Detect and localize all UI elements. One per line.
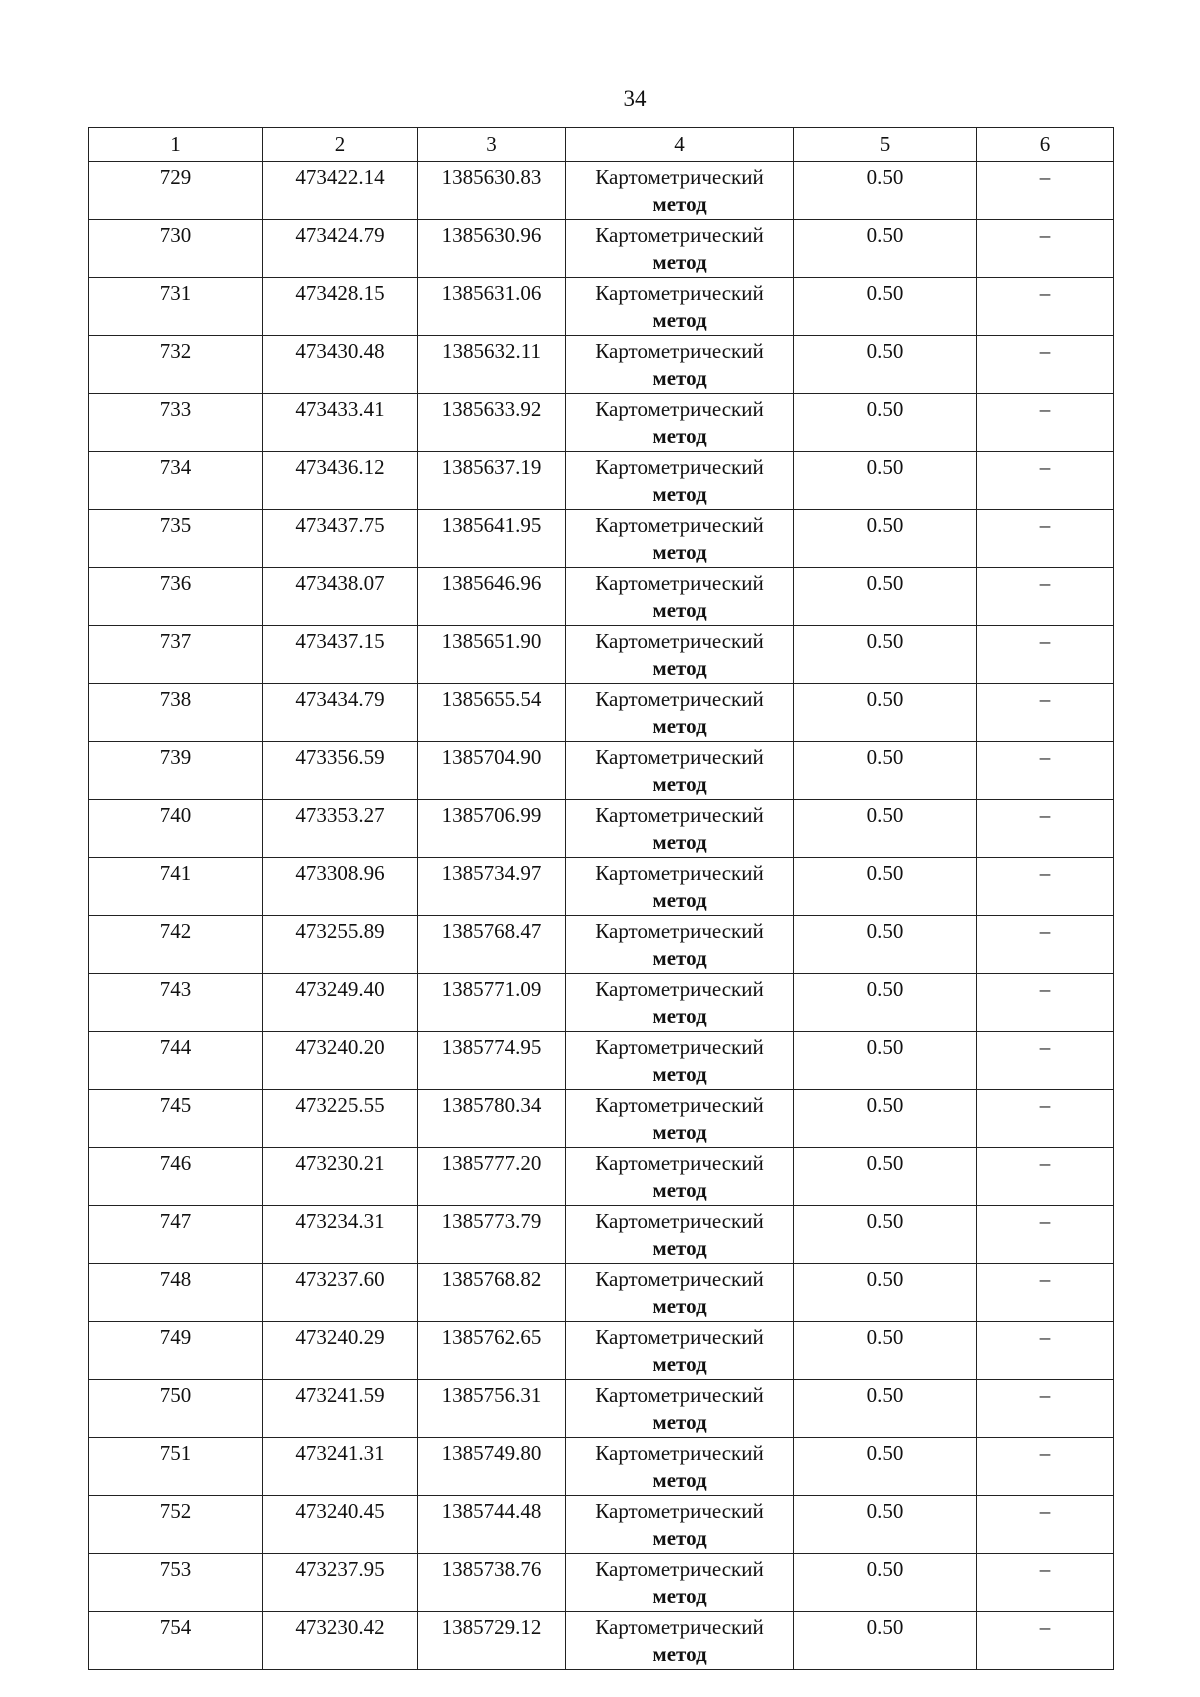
method-text-line2: метод [652,598,707,622]
method-text-line1: Картометрический [595,1151,764,1175]
method-text-line1: Картометрический [595,977,764,1001]
table-row [89,1206,1114,1264]
x-coordinate-cell: 473430.48 [263,336,418,394]
method-text-line1: Картометрический [595,223,764,247]
table-header [89,128,1114,162]
method-text-line1: Картометрический [595,165,764,189]
y-coordinate-cell: 1385630.83 [418,162,566,220]
table-row [89,1090,1114,1148]
point-number-cell: 741 [89,858,263,916]
y-coordinate-cell: 1385738.76 [418,1554,566,1612]
point-number-cell: 739 [89,742,263,800]
y-coordinate-cell: 1385780.34 [418,1090,566,1148]
accuracy-cell: 0.50 [794,626,977,684]
note-cell: – [977,220,1114,278]
note-cell: – [977,1612,1114,1670]
x-coordinate-cell: 473428.15 [263,278,418,336]
method-text-line1: Картометрический [595,919,764,943]
table-row [89,1322,1114,1380]
method-text-line1: Картометрический [595,339,764,363]
point-number-cell: 743 [89,974,263,1032]
y-coordinate-cell: 1385706.99 [418,800,566,858]
method-text-line2: метод [652,714,707,738]
table-row [89,974,1114,1032]
x-coordinate-cell: 473437.15 [263,626,418,684]
method-text-line1: Картометрический [595,803,764,827]
method-text-line1: Картометрический [595,1267,764,1291]
column-header-5: 5 [794,128,977,162]
method-text-line2: метод [652,482,707,506]
method-cell [566,278,794,336]
method-cell [566,162,794,220]
table-row [89,858,1114,916]
method-text-line2: метод [652,192,707,216]
table-row [89,800,1114,858]
note-cell: – [977,1322,1114,1380]
method-cell [566,1612,794,1670]
method-cell [566,1206,794,1264]
note-cell: – [977,1380,1114,1438]
y-coordinate-cell: 1385734.97 [418,858,566,916]
column-header-3: 3 [418,128,566,162]
method-cell [566,394,794,452]
method-text-line2: метод [652,540,707,564]
table-body [89,162,1114,1670]
x-coordinate-cell: 473240.20 [263,1032,418,1090]
table-row [89,1496,1114,1554]
table-row [89,1264,1114,1322]
point-number-cell: 729 [89,162,263,220]
method-cell [566,452,794,510]
accuracy-cell: 0.50 [794,452,977,510]
table-row [89,742,1114,800]
method-cell [566,1496,794,1554]
x-coordinate-cell: 473437.75 [263,510,418,568]
method-cell [566,1322,794,1380]
method-text-line1: Картометрический [595,281,764,305]
method-text-line2: метод [652,1294,707,1318]
method-cell [566,974,794,1032]
accuracy-cell: 0.50 [794,742,977,800]
method-text-line2: метод [652,1526,707,1550]
point-number-cell: 730 [89,220,263,278]
method-cell [566,916,794,974]
method-text-line2: метод [652,250,707,274]
table-row [89,1148,1114,1206]
accuracy-cell: 0.50 [794,916,977,974]
table-row [89,162,1114,220]
point-number-cell: 750 [89,1380,263,1438]
method-text-line1: Картометрический [595,861,764,885]
x-coordinate-cell: 473436.12 [263,452,418,510]
x-coordinate-cell: 473230.21 [263,1148,418,1206]
method-text-line2: метод [652,1468,707,1492]
point-number-cell: 753 [89,1554,263,1612]
note-cell: – [977,1206,1114,1264]
y-coordinate-cell: 1385749.80 [418,1438,566,1496]
column-header-4: 4 [566,128,794,162]
y-coordinate-cell: 1385655.54 [418,684,566,742]
method-text-line2: метод [652,830,707,854]
accuracy-cell: 0.50 [794,684,977,742]
point-number-cell: 736 [89,568,263,626]
x-coordinate-cell: 473438.07 [263,568,418,626]
note-cell: – [977,1496,1114,1554]
method-text-line1: Картометрический [595,1209,764,1233]
y-coordinate-cell: 1385744.48 [418,1496,566,1554]
column-header-6: 6 [977,128,1114,162]
note-cell: – [977,1090,1114,1148]
accuracy-cell: 0.50 [794,974,977,1032]
method-cell [566,1090,794,1148]
note-cell: – [977,394,1114,452]
column-header-2: 2 [263,128,418,162]
note-cell: – [977,162,1114,220]
accuracy-cell: 0.50 [794,510,977,568]
method-cell [566,336,794,394]
table-row [89,336,1114,394]
y-coordinate-cell: 1385777.20 [418,1148,566,1206]
method-text-line2: метод [652,1642,707,1666]
x-coordinate-cell: 473255.89 [263,916,418,974]
point-number-cell: 744 [89,1032,263,1090]
accuracy-cell: 0.50 [794,1264,977,1322]
page-number: 34 [623,86,647,111]
note-cell: – [977,742,1114,800]
note-cell: – [977,974,1114,1032]
table-row [89,1612,1114,1670]
accuracy-cell: 0.50 [794,220,977,278]
point-number-cell: 748 [89,1264,263,1322]
note-cell: – [977,626,1114,684]
accuracy-cell: 0.50 [794,1496,977,1554]
accuracy-cell: 0.50 [794,394,977,452]
point-number-cell: 735 [89,510,263,568]
y-coordinate-cell: 1385771.09 [418,974,566,1032]
x-coordinate-cell: 473424.79 [263,220,418,278]
method-text-line1: Картометрический [595,571,764,595]
y-coordinate-cell: 1385762.65 [418,1322,566,1380]
accuracy-cell: 0.50 [794,1148,977,1206]
note-cell: – [977,916,1114,974]
note-cell: – [977,800,1114,858]
method-cell [566,1554,794,1612]
point-number-cell: 740 [89,800,263,858]
x-coordinate-cell: 473422.14 [263,162,418,220]
table-row [89,1554,1114,1612]
method-cell [566,1438,794,1496]
method-text-line2: метод [652,1410,707,1434]
accuracy-cell: 0.50 [794,1612,977,1670]
point-number-cell: 733 [89,394,263,452]
point-number-cell: 731 [89,278,263,336]
y-coordinate-cell: 1385641.95 [418,510,566,568]
method-cell [566,1032,794,1090]
note-cell: – [977,510,1114,568]
accuracy-cell: 0.50 [794,1554,977,1612]
method-text-line1: Картометрический [595,513,764,537]
table-row [89,568,1114,626]
accuracy-cell: 0.50 [794,858,977,916]
y-coordinate-cell: 1385768.47 [418,916,566,974]
y-coordinate-cell: 1385774.95 [418,1032,566,1090]
x-coordinate-cell: 473241.59 [263,1380,418,1438]
point-number-cell: 751 [89,1438,263,1496]
table-row [89,394,1114,452]
point-number-cell: 752 [89,1496,263,1554]
accuracy-cell: 0.50 [794,336,977,394]
method-cell [566,742,794,800]
method-text-line2: метод [652,888,707,912]
note-cell: – [977,452,1114,510]
note-cell: – [977,336,1114,394]
y-coordinate-cell: 1385773.79 [418,1206,566,1264]
note-cell: – [977,684,1114,742]
x-coordinate-cell: 473225.55 [263,1090,418,1148]
y-coordinate-cell: 1385646.96 [418,568,566,626]
note-cell: – [977,1148,1114,1206]
method-text-line1: Картометрический [595,1615,764,1639]
note-cell: – [977,1554,1114,1612]
point-number-cell: 742 [89,916,263,974]
x-coordinate-cell: 473240.29 [263,1322,418,1380]
method-text-line2: метод [652,366,707,390]
y-coordinate-cell: 1385631.06 [418,278,566,336]
method-text-line1: Картометрический [595,1499,764,1523]
y-coordinate-cell: 1385637.19 [418,452,566,510]
note-cell: – [977,858,1114,916]
method-text-line1: Картометрический [595,1325,764,1349]
point-number-cell: 747 [89,1206,263,1264]
x-coordinate-cell: 473356.59 [263,742,418,800]
y-coordinate-cell: 1385632.11 [418,336,566,394]
accuracy-cell: 0.50 [794,1032,977,1090]
x-coordinate-cell: 473353.27 [263,800,418,858]
method-cell [566,1380,794,1438]
method-text-line2: метод [652,1062,707,1086]
method-text-line1: Картометрический [595,1093,764,1117]
y-coordinate-cell: 1385768.82 [418,1264,566,1322]
note-cell: – [977,568,1114,626]
point-number-cell: 738 [89,684,263,742]
column-header-1: 1 [89,128,263,162]
note-cell: – [977,1438,1114,1496]
point-number-cell: 734 [89,452,263,510]
method-text-line2: метод [652,1236,707,1260]
point-number-cell: 745 [89,1090,263,1148]
x-coordinate-cell: 473434.79 [263,684,418,742]
y-coordinate-cell: 1385756.31 [418,1380,566,1438]
point-number-cell: 754 [89,1612,263,1670]
x-coordinate-cell: 473234.31 [263,1206,418,1264]
method-text-line1: Картометрический [595,1035,764,1059]
accuracy-cell: 0.50 [794,1438,977,1496]
point-number-cell: 732 [89,336,263,394]
table-row [89,220,1114,278]
table-row [89,510,1114,568]
table-row [89,1380,1114,1438]
table-row [89,452,1114,510]
table-row [89,916,1114,974]
accuracy-cell: 0.50 [794,278,977,336]
coordinates-table [88,127,1114,1670]
x-coordinate-cell: 473237.60 [263,1264,418,1322]
method-text-line2: метод [652,772,707,796]
table-row [89,1032,1114,1090]
method-cell [566,858,794,916]
x-coordinate-cell: 473433.41 [263,394,418,452]
method-text-line2: метод [652,1352,707,1376]
method-text-line1: Картометрический [595,1383,764,1407]
method-text-line2: метод [652,946,707,970]
x-coordinate-cell: 473241.31 [263,1438,418,1496]
x-coordinate-cell: 473249.40 [263,974,418,1032]
y-coordinate-cell: 1385633.92 [418,394,566,452]
method-cell [566,220,794,278]
method-cell [566,800,794,858]
x-coordinate-cell: 473308.96 [263,858,418,916]
method-text-line2: метод [652,1178,707,1202]
method-cell [566,626,794,684]
note-cell: – [977,1264,1114,1322]
method-cell [566,510,794,568]
table-row [89,626,1114,684]
method-text-line1: Картометрический [595,1557,764,1581]
accuracy-cell: 0.50 [794,1206,977,1264]
point-number-cell: 749 [89,1322,263,1380]
method-text-line1: Картометрический [595,687,764,711]
method-text-line1: Картометрический [595,397,764,421]
accuracy-cell: 0.50 [794,162,977,220]
header-row [89,128,1114,162]
y-coordinate-cell: 1385704.90 [418,742,566,800]
method-text-line2: метод [652,424,707,448]
method-text-line1: Картометрический [595,455,764,479]
method-text-line1: Картометрический [595,1441,764,1465]
point-number-cell: 737 [89,626,263,684]
table-row [89,1438,1114,1496]
accuracy-cell: 0.50 [794,1322,977,1380]
method-cell [566,1264,794,1322]
method-text-line2: метод [652,1584,707,1608]
table-row [89,278,1114,336]
method-text-line2: метод [652,656,707,680]
method-text-line1: Картометрический [595,745,764,769]
method-text-line1: Картометрический [595,629,764,653]
method-text-line2: метод [652,308,707,332]
y-coordinate-cell: 1385651.90 [418,626,566,684]
note-cell: – [977,1032,1114,1090]
table-row [89,684,1114,742]
method-text-line2: метод [652,1120,707,1144]
accuracy-cell: 0.50 [794,568,977,626]
x-coordinate-cell: 473240.45 [263,1496,418,1554]
accuracy-cell: 0.50 [794,1090,977,1148]
point-number-cell: 746 [89,1148,263,1206]
method-text-line2: метод [652,1004,707,1028]
x-coordinate-cell: 473230.42 [263,1612,418,1670]
y-coordinate-cell: 1385729.12 [418,1612,566,1670]
x-coordinate-cell: 473237.95 [263,1554,418,1612]
accuracy-cell: 0.50 [794,1380,977,1438]
method-cell [566,1148,794,1206]
accuracy-cell: 0.50 [794,800,977,858]
y-coordinate-cell: 1385630.96 [418,220,566,278]
method-cell [566,568,794,626]
note-cell: – [977,278,1114,336]
method-cell [566,684,794,742]
